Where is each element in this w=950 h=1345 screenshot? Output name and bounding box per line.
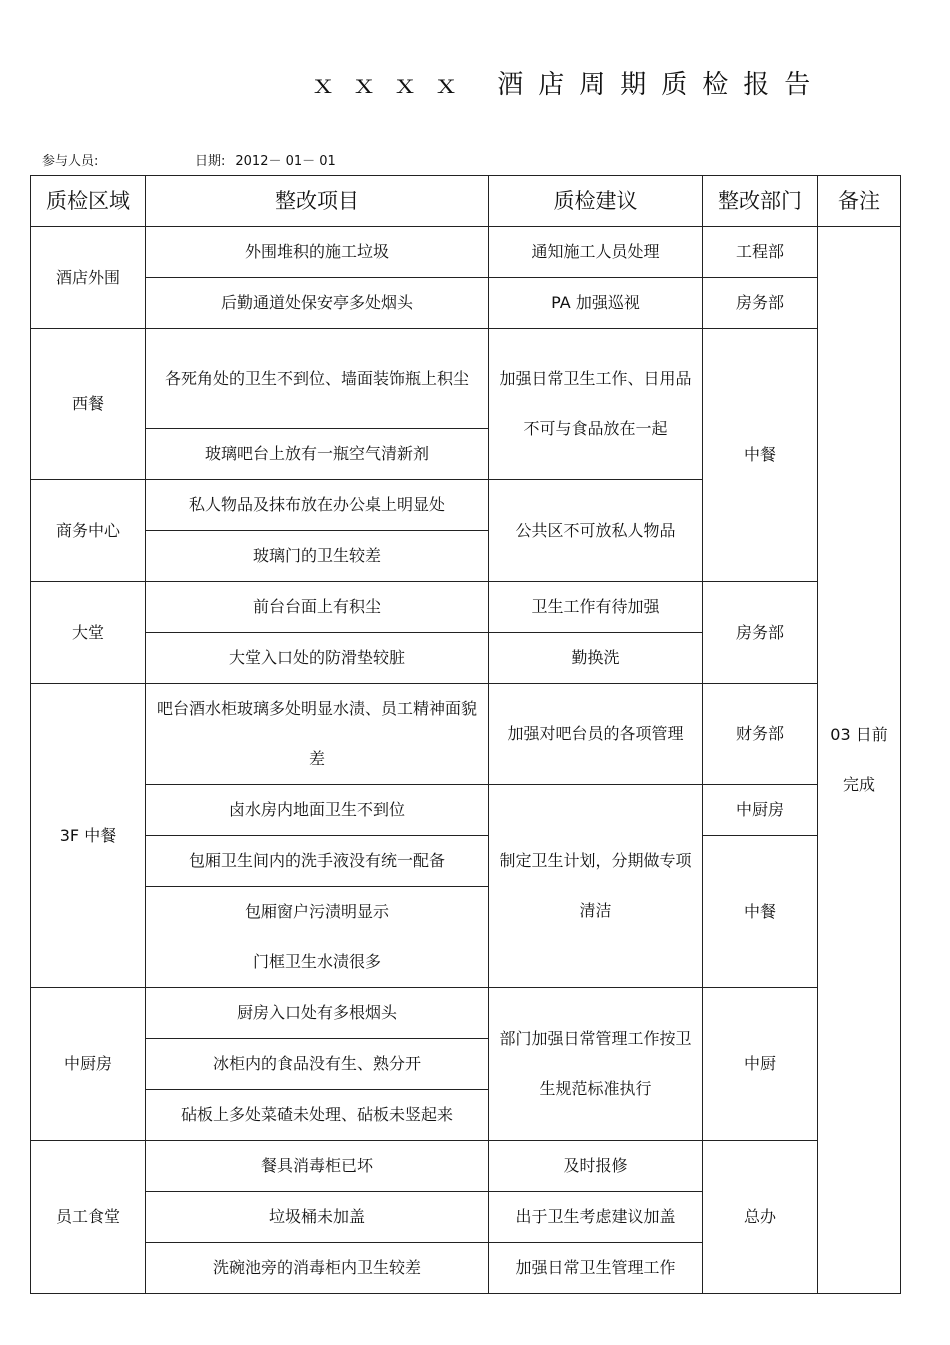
table-row	[31, 785, 901, 836]
table-row	[31, 836, 901, 887]
item-cell: 大堂入口处的防滑垫较脏	[146, 633, 489, 684]
report-title: ｘｘｘｘ 酒店周期质检报告	[310, 70, 826, 100]
item-cell: 洗碗池旁的消毒柜内卫生较差	[146, 1243, 489, 1294]
department-cell: 总办	[703, 1141, 818, 1294]
item-cell: 外围堆积的施工垃圾	[146, 227, 489, 278]
area-cell: 大堂	[31, 582, 146, 684]
suggestion-cell: 部门加强日常管理工作按卫生规范标准执行	[489, 988, 703, 1141]
header-suggestion: 质检建议	[489, 176, 703, 227]
item-cell: 玻璃门的卫生较差	[146, 531, 489, 582]
item-cell: 厨房入口处有多根烟头	[146, 988, 489, 1039]
table-row	[31, 582, 901, 633]
department-cell: 房务部	[703, 582, 818, 684]
table-row	[31, 988, 901, 1039]
department-cell: 工程部	[703, 227, 818, 278]
department-cell: 中餐	[703, 836, 818, 988]
item-cell: 包厢卫生间内的洗手液没有统一配备	[146, 836, 489, 887]
department-cell: 房务部	[703, 278, 818, 329]
suggestion-cell: 制定卫生计划，分期做专项清洁	[489, 785, 703, 988]
area-cell: 3F 中餐	[31, 684, 146, 988]
suggestion-cell: 加强日常卫生管理工作	[489, 1243, 703, 1294]
suggestion-cell: 卫生工作有待加强	[489, 582, 703, 633]
item-cell: 门框卫生水渍很多	[146, 937, 489, 988]
area-cell: 酒店外围	[31, 227, 146, 329]
suggestion-cell: 及时报修	[489, 1141, 703, 1192]
header-department: 整改部门	[703, 176, 818, 227]
suggestion-cell: 公共区不可放私人物品	[489, 480, 703, 582]
date-value: 2012－ 01－ 01	[235, 154, 336, 169]
suggestion-cell: 勤换洗	[489, 633, 703, 684]
area-cell: 西餐	[31, 329, 146, 480]
header-remark: 备注	[818, 176, 901, 227]
participants-field	[42, 150, 98, 169]
inspection-table	[30, 175, 901, 1294]
item-cell: 垃圾桶未加盖	[146, 1192, 489, 1243]
item-cell: 餐具消毒柜已坏	[146, 1141, 489, 1192]
item-cell: 冰柜内的食品没有生、熟分开	[146, 1039, 489, 1090]
suggestion-cell: 加强对吧台员的各项管理	[489, 684, 703, 785]
table-row	[31, 227, 901, 278]
item-cell: 后勤通道处保安亭多处烟头	[146, 278, 489, 329]
suggestion-cell: 通知施工人员处理	[489, 227, 703, 278]
area-cell: 员工食堂	[31, 1141, 146, 1294]
suggestion-cell: PA 加强巡视	[489, 278, 703, 329]
department-cell: 中厨	[703, 988, 818, 1141]
item-cell: 吧台酒水柜玻璃多处明显水渍、员工精神面貌差	[146, 684, 489, 785]
table-row	[31, 1141, 901, 1192]
suggestion-cell: 加强日常卫生工作、日用品不可与食品放在一起	[489, 329, 703, 480]
department-cell: 中厨房	[703, 785, 818, 836]
table-row	[31, 329, 901, 429]
item-cell: 玻璃吧台上放有一瓶空气清新剂	[146, 429, 489, 480]
date-field	[195, 150, 336, 169]
item-cell: 卤水房内地面卫生不到位	[146, 785, 489, 836]
table-row	[31, 684, 901, 785]
item-cell: 各死角处的卫生不到位、墙面装饰瓶上积尘	[146, 329, 489, 429]
remark-cell	[818, 227, 901, 1294]
area-cell: 商务中心	[31, 480, 146, 582]
department-cell: 财务部	[703, 684, 818, 785]
department-cell: 中餐	[703, 329, 818, 582]
header-area: 质检区域	[31, 176, 146, 227]
table-row	[31, 278, 901, 329]
item-cell: 前台台面上有积尘	[146, 582, 489, 633]
item-cell: 砧板上多处菜碴未处理、砧板未竖起来	[146, 1090, 489, 1141]
header-item: 整改项目	[146, 176, 489, 227]
suggestion-cell: 出于卫生考虑建议加盖	[489, 1192, 703, 1243]
participants-label: 参与人员:	[42, 154, 99, 169]
area-cell: 中厨房	[31, 988, 146, 1141]
item-cell: 包厢窗户污渍明显示	[146, 887, 489, 938]
item-cell: 私人物品及抹布放在办公桌上明显处	[146, 480, 489, 531]
header-row	[31, 176, 901, 227]
date-label: 日期:	[195, 154, 226, 169]
remark-text: 03 日前完成	[830, 725, 888, 794]
